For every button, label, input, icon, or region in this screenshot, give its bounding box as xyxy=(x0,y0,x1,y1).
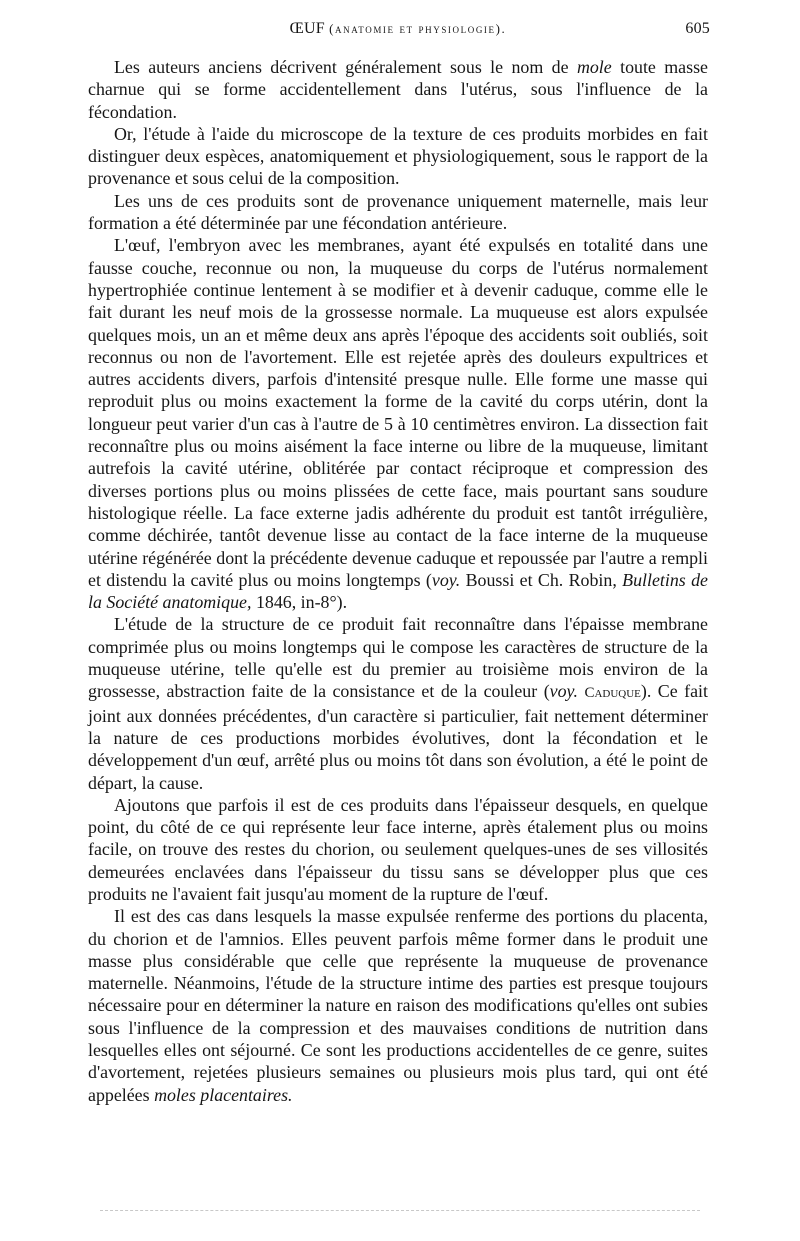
paragraph xyxy=(88,123,708,190)
italic-text: moles placentaires. xyxy=(154,1084,293,1105)
italic-text: mole xyxy=(576,57,612,77)
text-run: Les auteurs anciens décrivent généralement sous le nom de xyxy=(114,57,577,77)
paragraph xyxy=(88,56,708,123)
paragraph xyxy=(88,794,708,905)
text-run: Il est des cas dans lesquels la masse expulsée renferme des portions du placenta, du chorion et de l'amnios. Elles peuvent parfois même former dans le produit une masse plus considérable que celle que représente la muqueuse de provenance maternelle. Néanmoins, l'étude de la structure intime des parties est presque toujours nécessaire pour en déterminer la nature en raison des modifications qu'elles ont subies sous l'influence de la compression et des mauvaises conditions de nutrition dans lesquelles elles ont séjourné. Ce sont les productions accidentelles de ce genre, suites d'avortement, rejetées plusieurs semaines ou plusieurs mois plus tard, qui ont été appelées xyxy=(88,906,708,1105)
italic-text: voy. xyxy=(549,681,578,702)
italic-text: Bulletins de la Société anatomique, xyxy=(88,569,708,613)
text-run: 1846, in-8°). xyxy=(251,592,348,613)
paragraph xyxy=(88,613,708,793)
text-run: Boussi et Ch. Robin, xyxy=(460,569,623,590)
body-text xyxy=(88,56,708,1106)
text-run: Or, l'étude à l'aide du microscope de la texture de ces produits morbides en fait distinguer deux espèces, anatomiquement et physiologiquement, sous le rapport de la provenance et sous celui de la composition. xyxy=(88,123,708,189)
paragraph xyxy=(88,905,708,1106)
running-title xyxy=(88,20,708,38)
running-title-sub: (anatomie et physiologie). xyxy=(329,21,507,36)
text-run: Ajoutons que parfois il est de ces produits dans l'épaisseur desquels, en quelque point, du côté de ce qui représente leur face interne, après étalement plus ou moins facile, on trouve des restes du chorion, ou seulement quelques-unes de ses villosités demeurées enclavées dans l'épaisseur du tissu sans se développer plus que ces produits ne l'avaient fait jusqu'au moment de la rupture de l'œuf. xyxy=(88,794,708,904)
book-page xyxy=(88,14,708,1106)
text-run: L'œuf, l'embryon avec les membranes, ayant été expulsés en totalité dans une fausse couche, reconnue ou non, la muqueuse du corps de l'utérus normalement hypertrophiée continue lentement à se modifier et à devenir caduque, comme elle le fait durant les neuf mois de la grossesse normale. La muqueuse est alors expulsée quelques mois, un an et même deux ans après l'époque des accidents soit oubliés, soit reconnus ou non de l'avortement. Elle est rejetée après des douleurs expultrices et autres accidents divers, parfois d'intensité presque nulle. Elle forme une masse qui reproduit plus ou moins exactement la forme de la cavité du corps utérin, dont la longueur peut varier d'un cas à l'autre de 5 à 10 centimètres environ. La dissection fait reconnaître plus ou moins aisément la face interne ou libre de la muqueuse, limitant autrefois la cavité utérine, oblitérée par contact réciproque et compression des diverses portions plus ou moins plissées de cette face, mais pourtant sans soudure histologique réelle. La face externe jadis adhérente du produit est tantôt irrégulière, comme déchirée, tantôt devenue lisse au contact de la face interne de la muqueuse utérine régénérée dont la précédente devenue caduque et repoussée par l'autre a rempli et distendu la cavité plus ou moins longtemps ( xyxy=(88,235,708,590)
running-title-main: ŒUF xyxy=(289,20,325,37)
paragraph xyxy=(88,190,708,235)
paragraph xyxy=(88,234,708,613)
small-caps-text: Caduque xyxy=(584,685,641,702)
running-header xyxy=(88,14,708,44)
text-run: toute masse charnue qui se forme accidentellement dans l'utérus, sous l'influence de la fécondation. xyxy=(88,57,708,122)
text-run: ). Ce fait joint aux données précédentes, d'un caractère si particulier, fait nettement déterminer la nature de ces productions morbides évolutives, dont la fécondation et le développement d'un œuf, arrêté plus ou moins tôt dans son évolution, a été le point de départ, la cause. xyxy=(88,681,709,793)
text-run: Les uns de ces produits sont de provenance uniquement maternelle, mais leur formation a été déterminée par une fécondation antérieure. xyxy=(88,190,708,234)
text-run: L'étude de la structure de ce produit fait reconnaître dans l'épaisse membrane comprimée plus ou moins longtemps qui le compose les caractères de structure de la muqueuse utérine, telle qu'elle est du premier au troisième mois environ de la grossesse, abstraction faite de la consistance et de la couleur ( xyxy=(88,614,708,702)
italic-text: voy. xyxy=(431,569,461,590)
bottom-rule xyxy=(100,1210,700,1211)
page-number: 605 xyxy=(685,20,710,37)
